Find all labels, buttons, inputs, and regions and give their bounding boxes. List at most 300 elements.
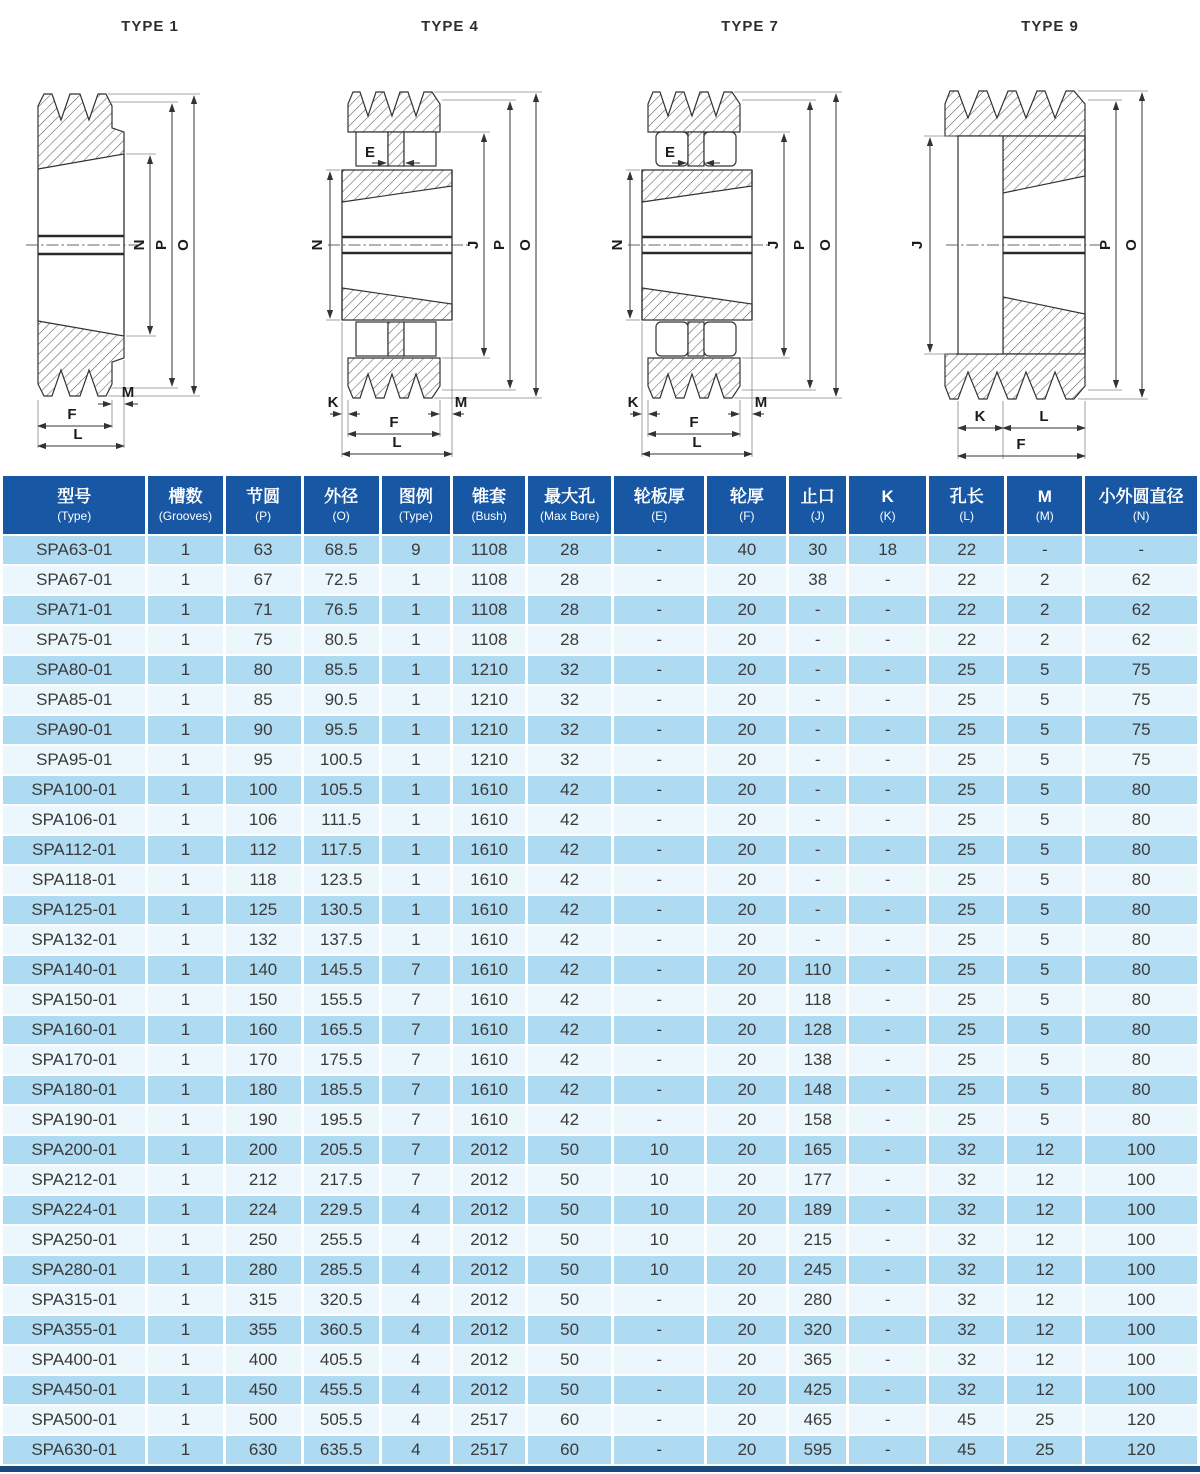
value-cell: 100 [1085,1136,1197,1164]
value-cell: 42 [528,1046,611,1074]
value-cell: 25 [929,986,1004,1014]
value-cell: 7 [382,1166,450,1194]
value-cell: 20 [707,746,786,774]
value-cell: - [849,926,926,954]
model-cell: SPA95-01 [3,746,145,774]
value-cell: 2 [1007,566,1082,594]
value-cell: 80 [1085,806,1197,834]
value-cell: 4 [382,1376,450,1404]
value-cell: 32 [528,716,611,744]
type1-diagram [0,0,300,474]
model-cell: SPA500-01 [3,1406,145,1434]
value-cell: - [789,656,846,684]
value-cell: 1 [148,1016,222,1044]
type4-diagram [300,0,600,474]
dim-label-k: K [327,394,339,411]
value-cell: 25 [929,866,1004,894]
value-cell: - [849,1046,926,1074]
dim-label-f: F [1016,436,1026,453]
table-row [3,836,1197,864]
value-cell: - [614,1286,704,1314]
value-cell: 132 [226,926,301,954]
model-cell: SPA100-01 [3,776,145,804]
table-row [3,1436,1197,1464]
value-cell: - [789,596,846,624]
pulley-diagrams [0,0,1200,474]
value-cell: 1610 [453,896,525,924]
value-cell: 1 [382,896,450,924]
value-cell: 1 [148,1196,222,1224]
dim-label-o: O [517,239,534,251]
value-cell: 137.5 [304,926,379,954]
column-header-11 [929,476,1004,534]
value-cell: 42 [528,836,611,864]
value-cell: 25 [929,896,1004,924]
value-cell: 75 [1085,716,1197,744]
value-cell: 180 [226,1076,301,1104]
value-cell: 125 [226,896,301,924]
value-cell: - [849,746,926,774]
bottom-accent-bar [0,1466,1200,1472]
value-cell: 63 [226,536,301,564]
value-cell: 1 [148,1166,222,1194]
value-cell: 118 [789,986,846,1014]
value-cell: - [849,896,926,924]
model-cell: SPA150-01 [3,986,145,1014]
column-header-zh: 外径 [324,487,359,507]
value-cell: 285.5 [304,1256,379,1284]
value-cell: 20 [707,926,786,954]
value-cell: 1 [148,1136,222,1164]
value-cell: 50 [528,1136,611,1164]
column-header-12 [1007,476,1082,534]
value-cell: 80 [1085,1046,1197,1074]
value-cell: 76.5 [304,596,379,624]
value-cell: 465 [789,1406,846,1434]
value-cell: 32 [528,656,611,684]
value-cell: 1210 [453,656,525,684]
value-cell: 25 [929,1016,1004,1044]
value-cell: 155.5 [304,986,379,1014]
value-cell: - [614,1106,704,1134]
value-cell: 12 [1007,1136,1082,1164]
value-cell: 205.5 [304,1136,379,1164]
value-cell: 5 [1007,1046,1082,1074]
table-row [3,1376,1197,1404]
value-cell: 500 [226,1406,301,1434]
value-cell: 50 [528,1226,611,1254]
value-cell: 4 [382,1316,450,1344]
value-cell: 1610 [453,956,525,984]
dim-label-e: E [364,144,376,161]
value-cell: - [789,926,846,954]
value-cell: 25 [929,656,1004,684]
value-cell: - [614,596,704,624]
column-header-7 [614,476,704,534]
value-cell: 1 [382,836,450,864]
table-row [3,1316,1197,1344]
model-cell: SPA280-01 [3,1256,145,1284]
value-cell: 18 [849,536,926,564]
value-cell: 32 [528,746,611,774]
value-cell: 80 [1085,896,1197,924]
table-row [3,1166,1197,1194]
model-cell: SPA630-01 [3,1436,145,1464]
dim-label-k: K [627,394,639,411]
model-cell: SPA75-01 [3,626,145,654]
value-cell: - [849,716,926,744]
value-cell: 42 [528,896,611,924]
value-cell: 224 [226,1196,301,1224]
value-cell: 245 [789,1256,846,1284]
value-cell: 100.5 [304,746,379,774]
type4-title: TYPE 4 [421,18,479,35]
value-cell: 62 [1085,566,1197,594]
table-row [3,656,1197,684]
value-cell: 20 [707,806,786,834]
value-cell: 117.5 [304,836,379,864]
value-cell: 80.5 [304,626,379,654]
value-cell: 1108 [453,536,525,564]
column-header-4 [382,476,450,534]
type1-title: TYPE 1 [121,18,179,35]
value-cell: - [849,956,926,984]
column-header-en: (L) [959,508,975,523]
value-cell: 50 [528,1316,611,1344]
value-cell: 30 [789,536,846,564]
value-cell: 112 [226,836,301,864]
value-cell: 20 [707,716,786,744]
type9-diagram [900,0,1200,474]
column-header-zh: 轮板厚 [633,487,685,507]
value-cell: 106 [226,806,301,834]
column-header-en: (J) [810,508,825,523]
model-cell: SPA85-01 [3,686,145,714]
value-cell: 2012 [453,1166,525,1194]
column-header-zh: 轮厚 [729,487,764,507]
value-cell: - [849,986,926,1014]
value-cell: - [789,716,846,744]
table-row [3,1406,1197,1434]
value-cell: 25 [929,776,1004,804]
value-cell: 1 [148,746,222,774]
table-row [3,1286,1197,1314]
column-header-6 [528,476,611,534]
value-cell: 4 [382,1346,450,1374]
value-cell: 5 [1007,896,1082,924]
value-cell: - [789,776,846,804]
table-row [3,1346,1197,1374]
value-cell: 7 [382,1106,450,1134]
dim-label-l: L [1039,408,1049,425]
value-cell: 42 [528,776,611,804]
value-cell: - [849,1286,926,1314]
value-cell: - [849,566,926,594]
value-cell: 1 [148,626,222,654]
dim-label-o: O [1123,239,1140,251]
value-cell: 32 [929,1166,1004,1194]
value-cell: 80 [1085,1016,1197,1044]
column-header-zh: 最大孔 [544,487,596,507]
value-cell: 20 [707,1106,786,1134]
type9-drawing [900,36,1200,472]
value-cell: - [1007,536,1082,564]
value-cell: - [614,926,704,954]
value-cell: 5 [1007,866,1082,894]
value-cell: 5 [1007,836,1082,864]
value-cell: 1108 [453,566,525,594]
value-cell: 1 [148,1076,222,1104]
value-cell: 50 [528,1286,611,1314]
model-cell: SPA63-01 [3,536,145,564]
value-cell: 1 [148,1346,222,1374]
value-cell: 60 [528,1406,611,1434]
value-cell: 355 [226,1316,301,1344]
value-cell: 1 [148,566,222,594]
value-cell: 123.5 [304,866,379,894]
value-cell: - [614,776,704,804]
table-row [3,1106,1197,1134]
column-header-2 [226,476,301,534]
value-cell: 32 [929,1226,1004,1254]
value-cell: 42 [528,1076,611,1104]
value-cell: 50 [528,1346,611,1374]
value-cell: 20 [707,1016,786,1044]
value-cell: 32 [929,1256,1004,1284]
value-cell: - [849,1376,926,1404]
table-row [3,746,1197,774]
value-cell: 40 [707,536,786,564]
table-header-row [3,476,1197,534]
value-cell: - [789,836,846,864]
value-cell: 32 [929,1196,1004,1224]
value-cell: 20 [707,596,786,624]
dim-label-f: F [389,414,399,431]
model-cell: SPA180-01 [3,1076,145,1104]
value-cell: 5 [1007,746,1082,774]
model-cell: SPA450-01 [3,1376,145,1404]
value-cell: 1 [148,926,222,954]
value-cell: 1 [382,686,450,714]
value-cell: - [614,1046,704,1074]
value-cell: 75 [1085,656,1197,684]
value-cell: 505.5 [304,1406,379,1434]
value-cell: 1610 [453,1076,525,1104]
value-cell: - [849,1316,926,1344]
column-header-zh: M [1037,487,1052,507]
spec-table [0,474,1200,1466]
column-header-8 [707,476,786,534]
value-cell: 2517 [453,1406,525,1434]
value-cell: 20 [707,866,786,894]
dim-label-p: P [491,239,508,251]
column-header-en: (Max Bore) [539,508,600,523]
value-cell: 10 [614,1256,704,1284]
value-cell: 67 [226,566,301,594]
value-cell: 32 [528,686,611,714]
value-cell: 2517 [453,1436,525,1464]
value-cell: 100 [1085,1196,1197,1224]
value-cell: 1610 [453,1016,525,1044]
column-header-3 [304,476,379,534]
dim-label-n: N [309,239,326,251]
value-cell: 7 [382,1046,450,1074]
column-header-9 [789,476,846,534]
value-cell: 25 [1007,1436,1082,1464]
value-cell: 20 [707,1316,786,1344]
value-cell: 1 [382,566,450,594]
value-cell: 100 [1085,1256,1197,1284]
value-cell: 158 [789,1106,846,1134]
value-cell: 32 [929,1346,1004,1374]
value-cell: 22 [929,536,1004,564]
value-cell: 4 [382,1286,450,1314]
value-cell: 7 [382,1136,450,1164]
column-header-13 [1085,476,1197,534]
value-cell: 255.5 [304,1226,379,1254]
column-header-en: (M) [1035,508,1054,523]
value-cell: - [789,626,846,654]
value-cell: 50 [528,1256,611,1284]
value-cell: 1 [148,1256,222,1284]
table-row [3,776,1197,804]
value-cell: 12 [1007,1226,1082,1254]
value-cell: - [614,1436,704,1464]
value-cell: 1108 [453,626,525,654]
value-cell: 1210 [453,746,525,774]
value-cell: 145.5 [304,956,379,984]
value-cell: 12 [1007,1196,1082,1224]
value-cell: - [849,1346,926,1374]
value-cell: - [614,656,704,684]
value-cell: 1610 [453,986,525,1014]
value-cell: 80 [1085,926,1197,954]
value-cell: 20 [707,956,786,984]
value-cell: 1 [148,1406,222,1434]
value-cell: 100 [1085,1346,1197,1374]
value-cell: 1 [382,596,450,624]
dim-label-p: P [1097,239,1114,251]
value-cell: - [789,746,846,774]
value-cell: 25 [929,806,1004,834]
value-cell: 5 [1007,656,1082,684]
value-cell: 25 [929,746,1004,774]
table-row [3,716,1197,744]
table-row [3,536,1197,564]
value-cell: - [849,1016,926,1044]
value-cell: 62 [1085,626,1197,654]
value-cell: 1 [148,956,222,984]
value-cell: 20 [707,626,786,654]
model-cell: SPA132-01 [3,926,145,954]
value-cell: 75 [226,626,301,654]
value-cell: 100 [1085,1226,1197,1254]
value-cell: 12 [1007,1316,1082,1344]
value-cell: 7 [382,986,450,1014]
value-cell: - [849,776,926,804]
value-cell: 175.5 [304,1046,379,1074]
value-cell: 12 [1007,1346,1082,1374]
value-cell: 5 [1007,1016,1082,1044]
value-cell: 365 [789,1346,846,1374]
value-cell: 25 [929,716,1004,744]
value-cell: - [849,836,926,864]
value-cell: 190 [226,1106,301,1134]
value-cell: 120 [1085,1436,1197,1464]
value-cell: 12 [1007,1376,1082,1404]
dim-label-f: F [689,414,699,431]
table-row [3,596,1197,624]
value-cell: 7 [382,1016,450,1044]
value-cell: 100 [1085,1166,1197,1194]
value-cell: 1 [148,776,222,804]
value-cell: - [614,1016,704,1044]
type4-drawing [300,36,600,472]
table-row [3,986,1197,1014]
value-cell: 7 [382,956,450,984]
value-cell: - [849,1436,926,1464]
value-cell: 85.5 [304,656,379,684]
value-cell: 20 [707,686,786,714]
value-cell: 1 [148,1286,222,1314]
value-cell: 280 [789,1286,846,1314]
value-cell: 635.5 [304,1436,379,1464]
value-cell: 72.5 [304,566,379,594]
value-cell: 1 [148,1046,222,1074]
model-cell: SPA118-01 [3,866,145,894]
value-cell: 20 [707,1196,786,1224]
value-cell: 185.5 [304,1076,379,1104]
model-cell: SPA200-01 [3,1136,145,1164]
value-cell: 9 [382,536,450,564]
value-cell: - [614,866,704,894]
value-cell: - [614,716,704,744]
value-cell: 1210 [453,716,525,744]
dim-label-j: J [765,240,782,250]
value-cell: 200 [226,1136,301,1164]
value-cell: 195.5 [304,1106,379,1134]
value-cell: - [789,686,846,714]
value-cell: 12 [1007,1256,1082,1284]
table-row [3,1256,1197,1284]
value-cell: - [849,656,926,684]
value-cell: 4 [382,1226,450,1254]
dim-label-j: J [465,240,482,250]
column-header-en: (N) [1132,508,1150,523]
value-cell: 118 [226,866,301,894]
value-cell: 45 [929,1406,1004,1434]
value-cell: 2012 [453,1316,525,1344]
value-cell: 20 [707,656,786,684]
value-cell: 42 [528,956,611,984]
column-header-en: (Type) [398,508,433,523]
value-cell: 110 [789,956,846,984]
value-cell: - [849,1406,926,1434]
value-cell: 20 [707,986,786,1014]
value-cell: 5 [1007,686,1082,714]
model-cell: SPA190-01 [3,1106,145,1134]
dim-label-j: J [909,240,926,250]
column-header-zh: 小外圆直径 [1098,487,1184,507]
value-cell: 1610 [453,866,525,894]
value-cell: 12 [1007,1166,1082,1194]
value-cell: 138 [789,1046,846,1074]
value-cell: - [849,596,926,624]
value-cell: 160 [226,1016,301,1044]
value-cell: 80 [1085,956,1197,984]
value-cell: 455.5 [304,1376,379,1404]
value-cell: 595 [789,1436,846,1464]
